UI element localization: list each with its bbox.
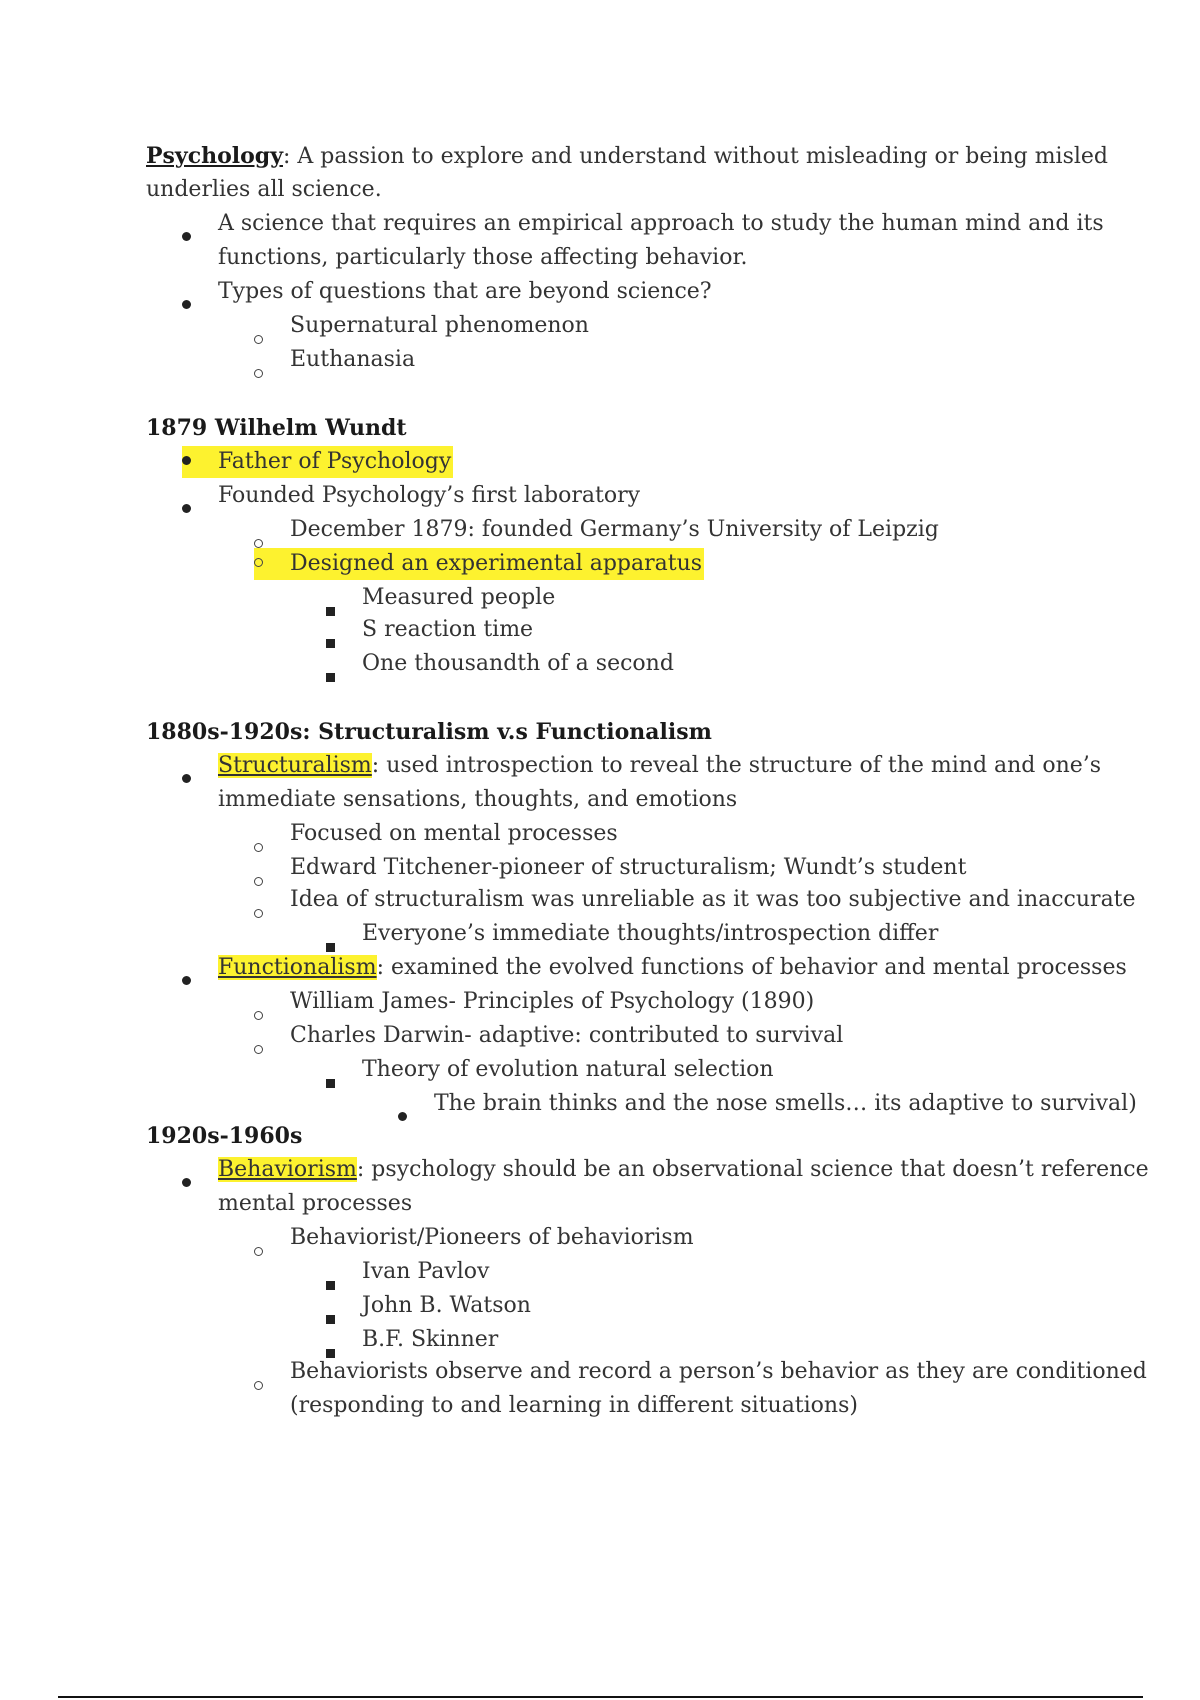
- circle-bullet-icon: [254, 1045, 263, 1054]
- list-item: Charles Darwin- adaptive: contributed to survival: [290, 1020, 843, 1054]
- circle-bullet-icon: [254, 843, 263, 852]
- psychology-definition: [146, 140, 1108, 174]
- list-item: Behaviorist/Pioneers of behaviorism: [290, 1222, 694, 1256]
- behaviorism-item: Behaviorism: psychology should be an observational science that doesn’t reference: [218, 1154, 1149, 1188]
- list-item: S reaction time: [362, 614, 533, 648]
- list-item: December 1879: founded Germany’s University of Leipzig: [290, 514, 939, 548]
- square-bullet-icon: [326, 943, 335, 952]
- list-item: A science that requires an empirical approach to study the human mind and its: [218, 208, 1104, 242]
- list-item: Edward Titchener-pioneer of structuralism; Wundt’s student: [290, 852, 966, 886]
- psychology-definition-cont: underlies all science.: [146, 177, 382, 202]
- list-item: Theory of evolution natural selection: [362, 1054, 774, 1088]
- behaviorism-item-cont: mental processes: [218, 1191, 413, 1216]
- circle-bullet-icon: [254, 1381, 263, 1390]
- list-item: Euthanasia: [290, 344, 415, 378]
- list-item: Measured people: [362, 582, 555, 616]
- list-item: Behaviorists observe and record a person’s behavior as they are conditioned: [290, 1356, 1147, 1390]
- circle-bullet-icon: [254, 335, 263, 344]
- bullet-icon: [182, 1178, 191, 1187]
- bullet-icon: [182, 456, 191, 465]
- circle-bullet-icon: [254, 558, 263, 567]
- list-item: Ivan Pavlov: [362, 1256, 489, 1290]
- bullet-icon: [182, 232, 191, 241]
- page-bottom-rule: [58, 1696, 1143, 1698]
- list-item: Founded Psychology’s first laboratory: [218, 480, 640, 514]
- circle-bullet-icon: [254, 877, 263, 886]
- functionalism-item: Functionalism: examined the evolved functions of behavior and mental processes: [218, 952, 1127, 986]
- psychology-definition-text: : A passion to explore and understand without misleading or being misled: [282, 144, 1109, 169]
- structuralism-item-cont: immediate sensations, thoughts, and emotions: [218, 787, 738, 812]
- bullet-icon: [182, 300, 191, 309]
- section-heading-behaviorism: 1920s-1960s: [146, 1123, 303, 1149]
- list-item: Idea of structuralism was unreliable as it was too subjective and inaccurate: [290, 884, 1136, 918]
- section-heading-wundt: 1879 Wilhelm Wundt: [146, 415, 407, 441]
- list-item: Supernatural phenomenon: [290, 310, 589, 344]
- list-item: The brain thinks and the nose smells… its adaptive to survival): [434, 1088, 1137, 1122]
- bullet-icon: [398, 1112, 407, 1121]
- structuralism-item: Structuralism: used introspection to reveal the structure of the mind and one’s: [218, 750, 1101, 784]
- behaviorism-term: Behaviorism: [218, 1157, 357, 1182]
- square-bullet-icon: [326, 607, 335, 616]
- circle-bullet-icon: [254, 909, 263, 918]
- square-bullet-icon: [326, 673, 335, 682]
- list-item: William James- Principles of Psychology (1890): [290, 986, 814, 1020]
- square-bullet-icon: [326, 639, 335, 648]
- bullet-icon: [182, 504, 191, 513]
- circle-bullet-icon: [254, 1247, 263, 1256]
- section-heading-structuralism: 1880s-1920s: Structuralism v.s Functionalism: [146, 719, 712, 745]
- bullet-icon: [182, 774, 191, 783]
- circle-bullet-icon: [254, 1011, 263, 1020]
- circle-bullet-icon: [254, 539, 263, 548]
- list-item: Focused on mental processes: [290, 818, 618, 852]
- list-item: Everyone’s immediate thoughts/introspection differ: [362, 918, 938, 952]
- list-item-highlighted: Father of Psychology: [182, 446, 453, 480]
- list-item: B.F. Skinner: [362, 1324, 498, 1358]
- bullet-icon: [182, 976, 191, 985]
- structuralism-term: Structuralism: [218, 753, 372, 778]
- square-bullet-icon: [326, 1281, 335, 1290]
- list-item-highlighted: Designed an experimental apparatus: [254, 548, 704, 582]
- list-item-cont: (responding to and learning in different situations): [290, 1393, 858, 1418]
- list-item: One thousandth of a second: [362, 648, 674, 682]
- list-item-cont: functions, particularly those affecting behavior.: [218, 245, 748, 270]
- list-item: Types of questions that are beyond science?: [218, 276, 712, 310]
- functionalism-term: Functionalism: [218, 955, 377, 980]
- list-item: John B. Watson: [362, 1290, 531, 1324]
- psychology-term: Psychology: [146, 143, 283, 169]
- square-bullet-icon: [326, 1079, 335, 1088]
- square-bullet-icon: [326, 1315, 335, 1324]
- circle-bullet-icon: [254, 369, 263, 378]
